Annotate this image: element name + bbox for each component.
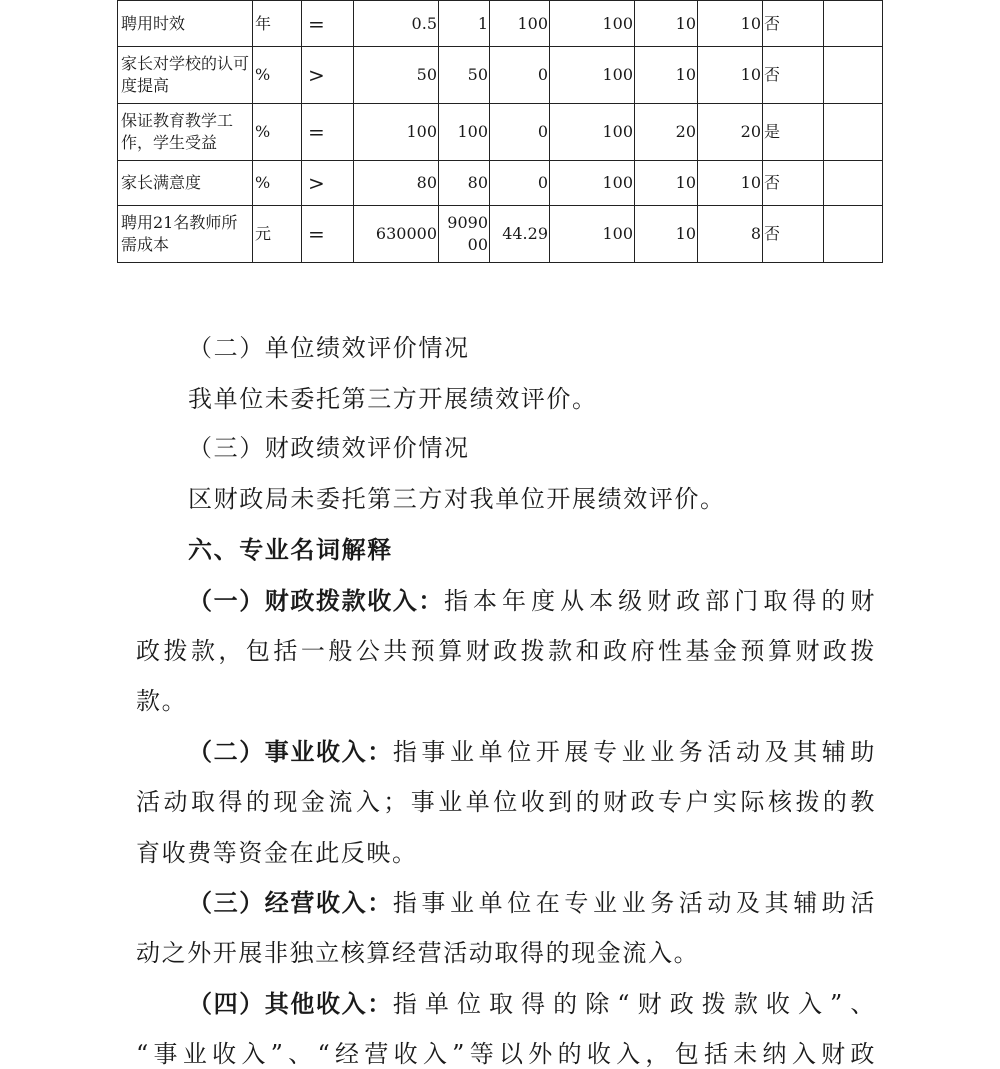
glossary-def-fiscal-part2: 政拨款，包括一般公共预算财政拨款和政府性基金预算财政拨 bbox=[136, 637, 876, 665]
indicator-actual: 100 bbox=[439, 104, 490, 161]
indicator-name: 聘用21名教师所需成本 bbox=[118, 206, 253, 263]
glossary-term-business: （二）事业收入： bbox=[188, 737, 393, 766]
glossary-item-other-line1 bbox=[188, 984, 876, 1019]
indicator-unit: 年 bbox=[253, 1, 302, 47]
indicator-target: 50 bbox=[354, 47, 439, 104]
glossary-term-fiscal: （一）财政拨款收入： bbox=[188, 586, 444, 615]
indicator-flag: 否 bbox=[763, 206, 824, 263]
indicator-rate: 0 bbox=[490, 104, 550, 161]
glossary-item-fiscal-line1 bbox=[188, 581, 876, 616]
indicator-target: 0.5 bbox=[354, 1, 439, 47]
indicator-weight: 10 bbox=[635, 47, 698, 104]
indicator-rate: 100 bbox=[490, 1, 550, 47]
indicator-score: 10 bbox=[698, 161, 763, 206]
indicator-unit: % bbox=[253, 104, 302, 161]
glossary-term-other: （四）其他收入： bbox=[188, 989, 393, 1018]
indicator-weight: 10 bbox=[635, 206, 698, 263]
indicator-weight: 20 bbox=[635, 104, 698, 161]
glossary-def-fiscal-part1: 指本年度从本级财政部门取得的财 bbox=[444, 587, 876, 615]
indicator-actual: 80 bbox=[439, 161, 490, 206]
glossary-def-fiscal-part3: 款。 bbox=[136, 687, 188, 715]
indicator-rate: 0 bbox=[490, 161, 550, 206]
indicator-flag: 否 bbox=[763, 1, 824, 47]
indicator-name: 家长对学校的认可度提高 bbox=[118, 47, 253, 104]
indicator-name: 保证教育教学工作，学生受益 bbox=[118, 104, 253, 161]
glossary-item-operating-line1 bbox=[188, 883, 876, 918]
finance-eval-heading: （三）财政绩效评价情况 bbox=[188, 434, 470, 462]
indicator-unit: % bbox=[253, 47, 302, 104]
document-body bbox=[136, 0, 876, 1068]
glossary-def-operating-part1: 指事业单位在专业业务活动及其辅助活 bbox=[392, 889, 876, 917]
indicator-actual: 909000 bbox=[439, 206, 490, 263]
indicator-target: 80 bbox=[354, 161, 439, 206]
indicator-rate: 0 bbox=[490, 47, 550, 104]
indicator-weight: 10 bbox=[635, 161, 698, 206]
glossary-def-business-part1: 指事业单位开展专业业务活动及其辅助 bbox=[392, 738, 876, 766]
glossary-def-other-part2: “事业收入”、“经营收入”等以外的收入，包括未纳入财政 bbox=[136, 1040, 876, 1068]
indicator-unit: % bbox=[253, 161, 302, 206]
indicator-flag: 是 bbox=[763, 104, 824, 161]
unit-eval-text: 我单位未委托第三方开展绩效评价。 bbox=[188, 385, 598, 413]
indicator-weight: 10 bbox=[635, 1, 698, 47]
indicator-full: 100 bbox=[550, 104, 635, 161]
glossary-heading: 六、专业名词解释 bbox=[188, 535, 393, 564]
glossary-term-operating: （三）经营收入： bbox=[188, 888, 393, 917]
indicator-operator: > bbox=[302, 161, 354, 206]
indicator-score: 10 bbox=[698, 47, 763, 104]
indicator-target: 630000 bbox=[354, 206, 439, 263]
indicator-operator: = bbox=[302, 206, 354, 263]
indicator-operator: = bbox=[302, 1, 354, 47]
glossary-def-business-part3: 育收费等资金在此反映。 bbox=[136, 839, 418, 867]
indicator-full: 100 bbox=[550, 206, 635, 263]
indicator-rate: 44.29 bbox=[490, 206, 550, 263]
indicator-operator: = bbox=[302, 104, 354, 161]
indicator-score: 20 bbox=[698, 104, 763, 161]
glossary-def-operating-part2: 动之外开展非独立核算经营活动取得的现金流入。 bbox=[136, 939, 700, 967]
unit-eval-heading: （二）单位绩效评价情况 bbox=[188, 334, 470, 362]
glossary-def-business-part2: 活动取得的现金流入；事业单位收到的财政专户实际核拨的教 bbox=[136, 788, 876, 816]
indicator-score: 8 bbox=[698, 206, 763, 263]
indicator-flag: 否 bbox=[763, 161, 824, 206]
indicator-full: 100 bbox=[550, 47, 635, 104]
indicator-flag: 否 bbox=[763, 47, 824, 104]
indicator-unit: 元 bbox=[253, 206, 302, 263]
indicator-actual: 50 bbox=[439, 47, 490, 104]
indicator-operator: > bbox=[302, 47, 354, 104]
indicator-actual: 1 bbox=[439, 1, 490, 47]
glossary-item-business-line1 bbox=[188, 732, 876, 767]
indicator-target: 100 bbox=[354, 104, 439, 161]
indicator-full: 100 bbox=[550, 1, 635, 47]
indicator-name: 家长满意度 bbox=[118, 161, 253, 206]
finance-eval-text: 区财政局未委托第三方对我单位开展绩效评价。 bbox=[188, 485, 726, 513]
indicator-full: 100 bbox=[550, 161, 635, 206]
indicator-name: 聘用时效 bbox=[118, 1, 253, 47]
glossary-def-other-part1: 指单位取得的除“财政拨款收入”、 bbox=[392, 990, 876, 1018]
indicator-score: 10 bbox=[698, 1, 763, 47]
